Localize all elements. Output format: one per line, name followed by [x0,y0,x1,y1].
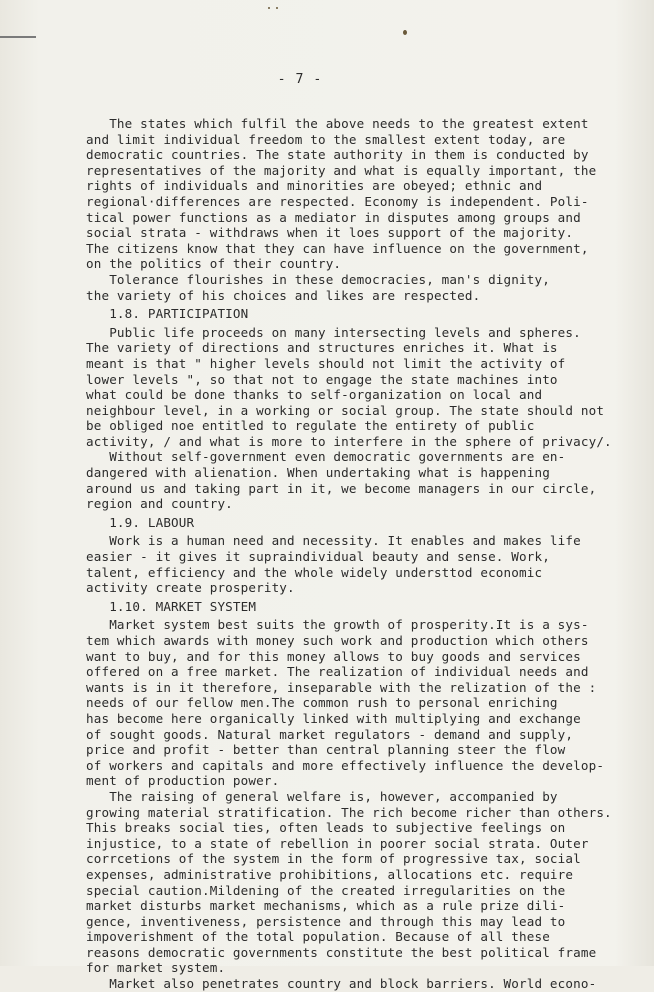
text-line: offered on a free market. The realization of individual needs and [86,664,589,680]
text-line: market disturbs market mechanisms, which as a rule prize dili- [86,898,566,914]
paragraph [86,325,646,512]
text-line: social strata - withdraws when it loes support of the majority. [86,225,574,241]
text-line: growing material stratification. The rich become richer than others. [86,804,612,820]
ink-speck [403,30,407,35]
text-line: activity, / and what is more to interfere in the sphere of privacy/. [86,433,612,449]
text-line: be obliged noe entitled to regulate the entirety of public [86,418,535,434]
text-line: The raising of general welfare is, however, accompanied by [86,788,558,804]
paragraph [86,116,646,303]
text-line: has become here organically linked with multiplying and exchange [86,710,581,726]
text-line: Market also penetrates country and block barriers. World econo- [86,976,597,992]
section-heading: 1.10. MARKET SYSTEM [86,598,257,614]
section-heading: 1.8. PARTICIPATION [86,306,249,322]
text-line: Market system best suits the growth of prosperity.It is a sys- [86,617,589,633]
text-line: The states which fulfil the above needs to the greatest extent [86,116,589,131]
text-line: dangered with alienation. When undertaking what is happening [86,465,550,481]
text-line: region and country. [86,496,233,512]
text-line: lower levels ", so that not to engage the state machines into [86,371,558,387]
text-line: ment of production power. [86,773,280,789]
text-line: neighbour level, in a working or social group. The state should not [86,402,605,418]
text-line: democratic countries. The state authority in them is conducted by [86,147,589,163]
text-line: Without self-government even democratic governments are en- [86,449,566,465]
text-line: price and profit - better than central planning steer the flow [86,742,566,758]
text-line: gence, inventiveness, persistence and through this may lead to [86,913,566,929]
text-line: needs of our fellow men.The common rush to personal enriching [86,695,558,711]
text-line: The variety of directions and structures enriches it. What is [86,340,558,356]
document-body [86,116,646,992]
text-line: meant is that " higher levels should not limit the activity of [86,355,566,371]
text-line: of sought goods. Natural market regulators - demand and supply, [86,726,574,742]
text-line: tical power functions as a mediator in disputes among groups and [86,209,581,225]
text-line: Public life proceeds on many intersecting levels and spheres. [86,324,581,340]
text-line: corrcetions of the system in the form of progressive tax, social [86,851,581,867]
text-line: talent, efficiency and the whole widely understtod economic [86,564,543,580]
text-line: want to buy, and for this money allows to buy goods and services [86,648,581,664]
ink-speck [268,7,270,9]
text-line: Work is a human need and necessity. It enables and makes life [86,533,581,549]
text-line: easier - it gives it supraindividual beauty and sense. Work, [86,549,550,565]
ink-speck [276,7,278,9]
text-line: and limit individual freedom to the smallest extent today, are [86,131,566,147]
text-line: special caution.Mildening of the created irregularities on the [86,882,566,898]
text-line: the variety of his choices and likes are respected. [86,287,481,303]
text-line: This breaks social ties, often leads to subjective feelings on [86,820,566,836]
text-line: wants is in it therefore, inseparable with the relization of the : [86,679,597,695]
section-heading: 1.9. LABOUR [86,514,195,530]
text-line: impoverishment of the total population. Because of all these [86,929,550,945]
page-edge-mark [0,36,36,38]
paragraph [86,533,646,595]
text-line: activity create prosperity. [86,580,295,596]
text-line: regional·differences are respected. Economy is independent. Poli- [86,193,589,209]
text-line: reasons democratic governments constitute the best political frame [86,944,597,960]
page-number: - 7 - [277,72,323,87]
text-line: tem which awards with money such work and production which others [86,633,589,648]
text-line: Tolerance flourishes in these democracies, man's dignity, [86,271,550,287]
text-line: for market system. [86,960,226,976]
text-line: rights of individuals and minorities are obeyed; ethnic and [86,178,543,194]
text-line: of workers and capitals and more effectively influence the develop- [86,757,605,773]
paragraph [86,617,646,991]
text-line: around us and taking part in it, we become managers in our circle, [86,480,597,496]
text-line: on the politics of their country. [86,256,342,272]
text-line: expenses, administrative prohibitions, allocations etc. require [86,866,574,882]
text-line: what could be done thanks to self-organization on local and [86,387,543,403]
text-line: representatives of the majority and what is equally important, the [86,162,597,178]
text-line: The citizens know that they can have influence on the government, [86,240,589,256]
text-line: injustice, to a state of rebellion in poorer social strata. Outer [86,835,589,851]
